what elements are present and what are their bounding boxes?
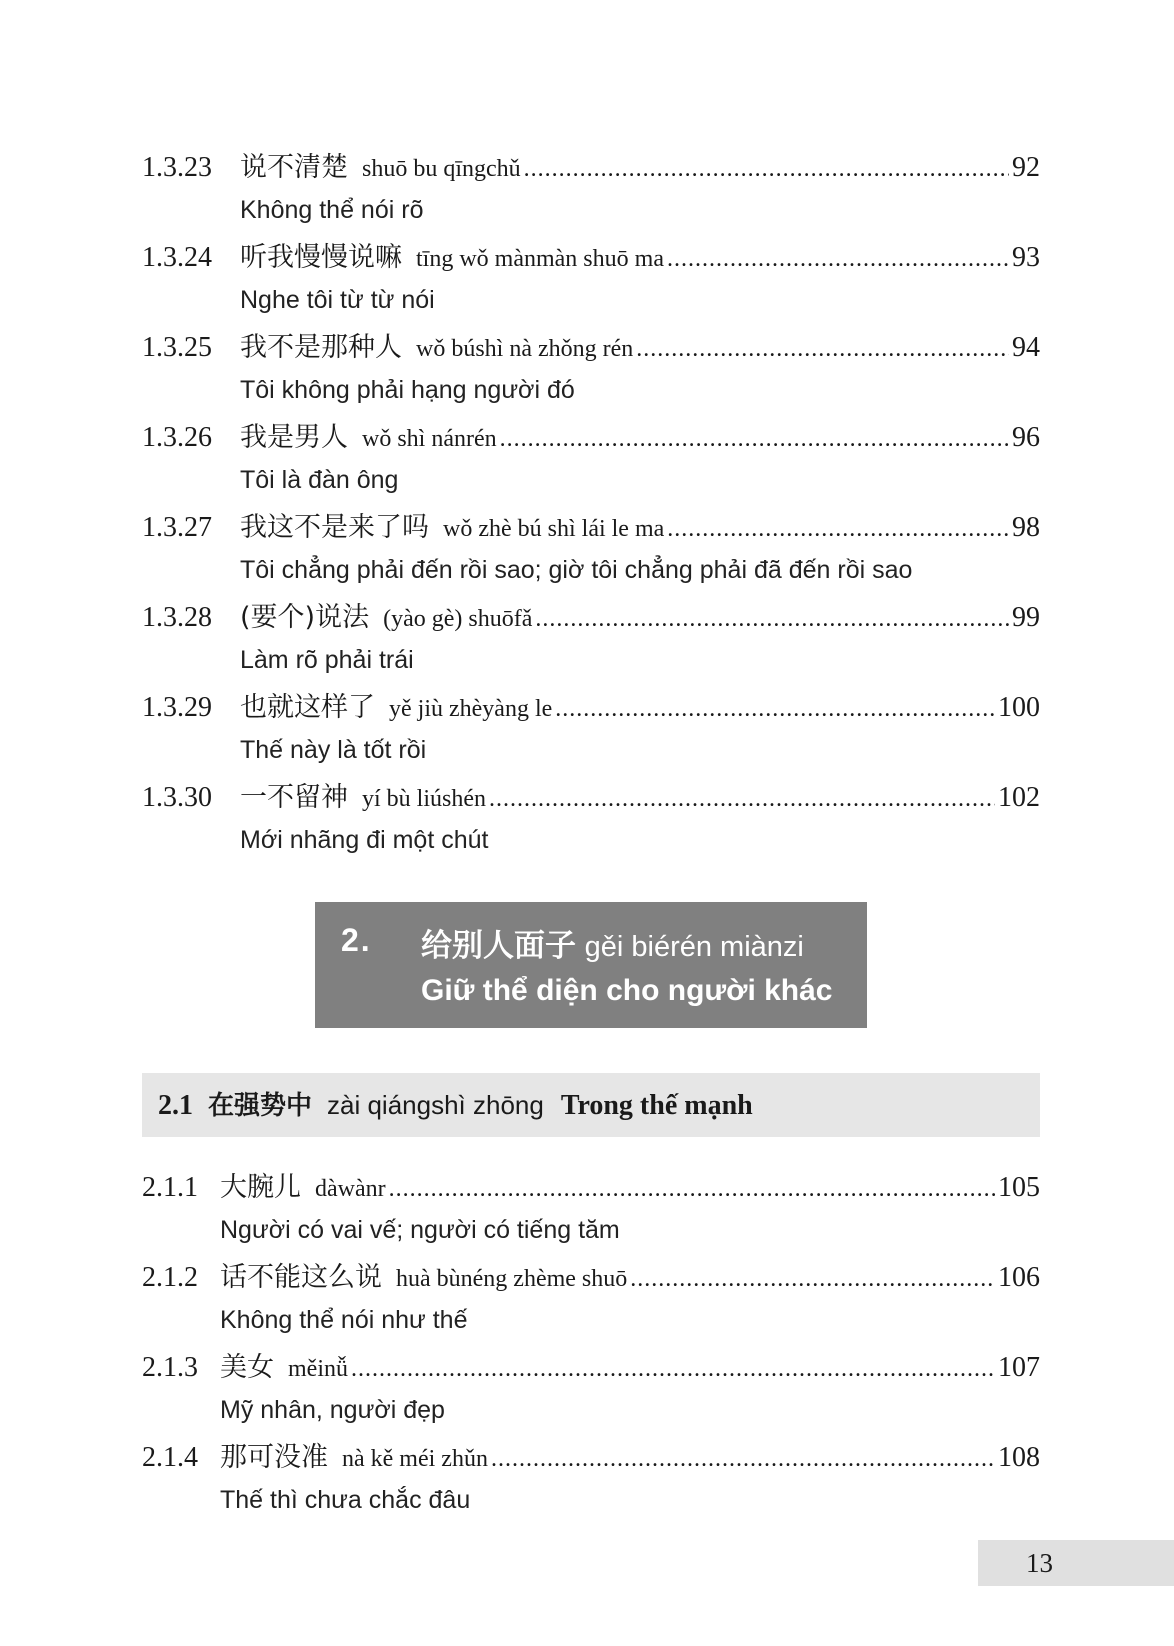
toc-entry-1-3-28[interactable] xyxy=(142,596,1040,686)
entry-page: 105 xyxy=(998,1172,1040,1203)
entry-translation: Không thể nói rõ xyxy=(240,196,424,224)
section-heading[interactable] xyxy=(142,1073,1040,1137)
entry-hanzi: 听我慢慢说嘛 xyxy=(240,242,402,273)
entry-pinyin: wǒ búshì nà zhǒng rén xyxy=(416,336,634,362)
entry-number: 1.3.26 xyxy=(142,422,212,453)
entry-translation: Tôi không phải hạng người đó xyxy=(240,376,575,404)
toc-entry-1-3-23[interactable] xyxy=(142,146,1040,236)
entry-hanzi: 一不留神 xyxy=(240,782,348,813)
entry-translation: Mới nhãng đi một chút xyxy=(240,826,489,854)
entry-translation: Thế thì chưa chắc đâu xyxy=(220,1486,471,1514)
entry-hanzi: 话不能这么说 xyxy=(220,1262,382,1293)
dot-leader xyxy=(351,1347,995,1391)
toc-entry-1-3-30[interactable] xyxy=(142,776,1040,866)
entry-pinyin: wǒ zhè bú shì lái le ma xyxy=(443,516,665,542)
entry-hanzi: 我是男人 xyxy=(240,422,348,453)
entry-page: 102 xyxy=(998,782,1040,813)
entry-translation: Làm rõ phải trái xyxy=(240,646,414,674)
chapter-title xyxy=(421,920,804,965)
entry-number: 1.3.24 xyxy=(142,242,212,273)
entry-number: 2.1.3 xyxy=(142,1352,198,1383)
entry-pinyin: (yào gè) shuōfǎ xyxy=(383,606,533,632)
dot-leader xyxy=(389,1167,995,1211)
entry-hanzi: 我这不是来了吗 xyxy=(240,512,429,543)
entry-pinyin: tīng wǒ mànmàn shuō ma xyxy=(416,246,664,272)
chapter-translation: Giữ thể diện cho người khác xyxy=(421,974,833,1007)
toc-entry-2-1-4[interactable] xyxy=(142,1436,1040,1526)
entry-number: 1.3.28 xyxy=(142,602,212,633)
dot-leader xyxy=(667,507,1009,551)
entry-hanzi: 我不是那种人 xyxy=(240,332,402,363)
entry-page: 93 xyxy=(1012,242,1040,273)
entry-page: 94 xyxy=(1012,332,1040,363)
entry-pinyin: yí bù liúshén xyxy=(362,786,486,812)
entry-pinyin: nà kě méi zhǔn xyxy=(342,1446,488,1472)
dot-leader xyxy=(636,327,1009,371)
entry-number: 1.3.27 xyxy=(142,512,212,543)
entry-number: 2.1.1 xyxy=(142,1172,198,1203)
page-number: 13 xyxy=(1026,1548,1053,1578)
dot-leader xyxy=(535,597,1009,641)
entry-translation: Người có vai vế; người có tiếng tăm xyxy=(220,1216,620,1244)
entry-page: 92 xyxy=(1012,152,1040,183)
entry-translation: Không thể nói như thế xyxy=(220,1306,468,1334)
dot-leader xyxy=(491,1437,995,1481)
entry-number: 1.3.25 xyxy=(142,332,212,363)
toc-entry-1-3-26[interactable] xyxy=(142,416,1040,506)
chapter-pinyin: gěi biérén miànzi xyxy=(584,931,804,963)
toc-list-2-1 xyxy=(142,1166,1040,1526)
chapter-number: 2. xyxy=(341,922,372,958)
toc-entry-2-1-2[interactable] xyxy=(142,1256,1040,1346)
entry-pinyin: huà bùnéng zhème shuō xyxy=(396,1266,628,1292)
chapter-heading[interactable] xyxy=(315,902,867,1028)
entry-pinyin: dàwànr xyxy=(315,1176,386,1202)
entry-hanzi: 大腕儿 xyxy=(220,1172,301,1203)
entry-page: 107 xyxy=(998,1352,1040,1383)
section-number: 2.1 xyxy=(158,1090,193,1121)
entry-hanzi: 那可没准 xyxy=(220,1442,328,1473)
entry-number: 2.1.4 xyxy=(142,1442,198,1473)
entry-hanzi: (要个)说法 xyxy=(240,602,370,633)
toc-entry-1-3-25[interactable] xyxy=(142,326,1040,416)
dot-leader xyxy=(500,417,1009,461)
entry-translation: Tôi chẳng phải đến rồi sao; giờ tôi chẳng phải đã đến rồi sao xyxy=(240,556,913,584)
page-number-tab xyxy=(978,1540,1174,1586)
section-hanzi: 在强势中 xyxy=(208,1091,313,1121)
entry-hanzi: 也就这样了 xyxy=(240,692,375,723)
entry-translation: Thế này là tốt rồi xyxy=(240,736,427,764)
entry-translation: Tôi là đàn ông xyxy=(240,466,399,494)
entry-number: 1.3.30 xyxy=(142,782,212,813)
entry-pinyin: yě jiù zhèyàng le xyxy=(389,696,553,722)
toc-entry-1-3-29[interactable] xyxy=(142,686,1040,776)
entry-page: 98 xyxy=(1012,512,1040,543)
entry-number: 1.3.29 xyxy=(142,692,212,723)
section-pinyin: zài qiángshì zhōng xyxy=(327,1090,544,1120)
entry-translation: Nghe tôi từ từ nói xyxy=(240,286,435,314)
toc-entry-2-1-1[interactable] xyxy=(142,1166,1040,1256)
toc-entry-1-3-24[interactable] xyxy=(142,236,1040,326)
entry-hanzi: 美女 xyxy=(220,1352,274,1383)
section-translation: Trong thế mạnh xyxy=(560,1090,753,1121)
toc-list-1-3 xyxy=(142,146,1040,866)
entry-pinyin: wǒ shì nánrén xyxy=(362,426,497,452)
entry-page: 99 xyxy=(1012,602,1040,633)
dot-leader xyxy=(555,687,995,731)
chapter-hanzi: 给别人面子 xyxy=(421,928,576,964)
dot-leader xyxy=(489,777,995,821)
entry-page: 108 xyxy=(998,1442,1040,1473)
toc-entry-2-1-3[interactable] xyxy=(142,1346,1040,1436)
entry-page: 106 xyxy=(998,1262,1040,1293)
entry-hanzi: 说不清楚 xyxy=(240,152,348,183)
entry-translation: Mỹ nhân, người đẹp xyxy=(220,1396,445,1424)
entry-number: 2.1.2 xyxy=(142,1262,198,1293)
toc-entry-1-3-27[interactable] xyxy=(142,506,1040,596)
entry-number: 1.3.23 xyxy=(142,152,212,183)
dot-leader xyxy=(630,1257,995,1301)
entry-page: 100 xyxy=(998,692,1040,723)
dot-leader xyxy=(667,237,1009,281)
entry-page: 96 xyxy=(1012,422,1040,453)
dot-leader xyxy=(524,147,1009,191)
entry-pinyin: měinǚ xyxy=(288,1356,348,1382)
entry-pinyin: shuō bu qīngchǔ xyxy=(362,156,521,182)
